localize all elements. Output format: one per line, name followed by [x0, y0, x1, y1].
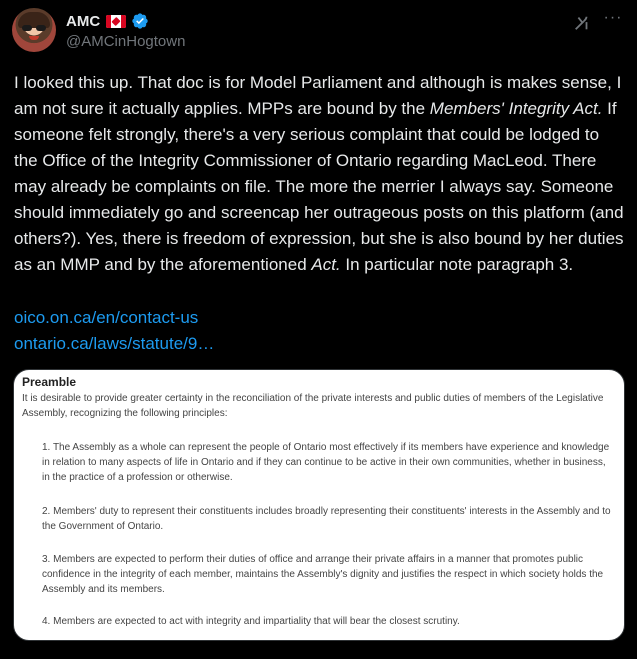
handle[interactable]: @AMCinHogtown: [66, 33, 186, 50]
tweet-links: [14, 305, 214, 357]
media-image[interactable]: [13, 369, 625, 641]
preamble-paragraph-4: 4. Members are expected to act with integrity and impartiality that will bear the closest scrutiny.: [42, 616, 460, 627]
tweet-text-part3: In particular note paragraph 3.: [340, 255, 574, 274]
display-name[interactable]: AMC: [66, 12, 101, 30]
preamble-paragraph-1: 1. The Assembly as a whole can represent the people of Ontario most effectively if its members have experience and knowledge in relation to many aspects of life in Ontario and if they can continue to be active in their own communities, whether in business, in the practice of a profession or otherwise.: [42, 442, 610, 483]
author-names: [66, 11, 185, 50]
canada-flag-icon: [106, 15, 126, 28]
more-options-icon[interactable]: ···: [603, 9, 623, 26]
tweet-text-emphasis-2: Act.: [311, 255, 341, 274]
grok-icon[interactable]: [573, 14, 591, 32]
verified-badge-icon[interactable]: [131, 12, 149, 30]
avatar[interactable]: [12, 8, 56, 52]
preamble-intro: It is desirable to provide greater certainty in the reconciliation of the private interests and public duties of members of the Legislative Assembly, recognizing the following principles:: [22, 393, 604, 419]
tweet-text: [14, 70, 626, 278]
preamble-title: Preamble: [22, 375, 77, 389]
preamble-paragraph-3: 3. Members are expected to perform their duties of office and arrange their private affairs in a manner that promotes public confidence in the integrity of each member, maintains the Assembly's dignity and justifies the respect in which society holds the Assembly and its members.: [42, 554, 604, 595]
tweet-text-emphasis-1: Members' Integrity Act.: [429, 99, 603, 118]
tweet-text-part2: If someone felt strongly, there's a very serious complaint that could be lodged to the Office of the Integrity Commissioner of Ontario regarding MacLeod. There may already be complaints on file. The more the merrier I always say. Someone should immediately go and screencap her outrageous posts on this platform (and others?). Yes, there is freedom of expression, but she is also bound by her duties as an MMP and by the aforementioned: [14, 99, 624, 274]
preamble-paragraph-2: 2. Members' duty to represent their constituents includes broadly representing their constituents' interests in the Assembly and to the Government of Ontario.: [42, 506, 611, 532]
link-oico[interactable]: oico.on.ca/en/contact-us: [14, 308, 199, 327]
tweet-header: [12, 8, 625, 56]
link-ontario-statute[interactable]: ontario.ca/laws/statute/9…: [14, 334, 215, 353]
tweet-text-part1: I looked this up. That doc is for Model Parliament and although is makes sense, I am not sure it actually applies. MPPs are bound by the: [14, 73, 622, 118]
